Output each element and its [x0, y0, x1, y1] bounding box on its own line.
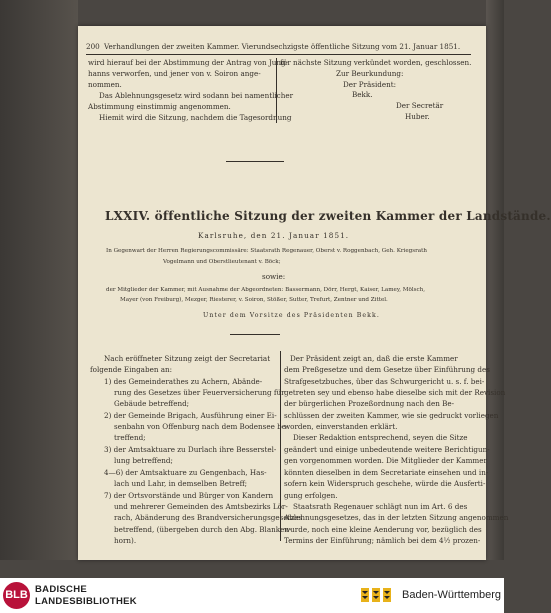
bottom-right-line: Ablehnungsgesetzes, das in der letzten Sitzung angenommen	[284, 513, 509, 522]
book-binding-left	[0, 0, 78, 560]
bottom-right-line: Staatsrath Regenauer schlägt nun im Art. 6 des	[293, 502, 468, 511]
top-right-line: Zur Beurkundung:	[336, 69, 404, 78]
top-left-line: wird hierauf bei der Abstimmung der Antrag von Jung-	[88, 58, 289, 67]
bottom-right-line: worden, einverstanden erklärt.	[284, 422, 398, 431]
bottom-right-line: gung erfolgen.	[284, 491, 338, 500]
bw-coat-of-arms-icon	[360, 585, 398, 605]
bottom-right-line: getreten sey und ebenso habe dieselbe sich mit der Revision	[284, 388, 506, 397]
blb-name-line1: BADISCHE	[35, 584, 88, 595]
top-left-line: Hiemit wird die Sitzung, nachdem die Tagesordnung	[99, 113, 292, 122]
bottom-left-line: lung betreffend;	[114, 456, 173, 465]
bottom-left-line: folgende Eingaben an:	[90, 365, 173, 374]
top-left-line: nommen.	[88, 80, 122, 89]
top-right-line: Der Präsident:	[343, 80, 397, 89]
bottom-left-line: 7) der Ortsvorstände und Bürger von Kandern	[104, 491, 274, 500]
bottom-right-line: könnten dieselben in dem Secretariate einsehen und in-	[284, 468, 489, 477]
bottom-right-line: wurde, noch eine kleine Aenderung vor, bezüglich des	[284, 525, 482, 534]
members-line: der Mitglieder der Kammer, mit Ausnahme der Abgeordneten: Bassermann, Dörr, Hergt, Kaiser, Lamey, Mölsch,	[106, 287, 426, 293]
session-title: LXXIV. öffentliche Sitzung der zweiten Kammer der Landstände.	[105, 209, 551, 223]
presidency-line: Unter dem Vorsitze des Präsidenten Bekk.	[203, 312, 380, 319]
top-right-line: Bekk.	[352, 90, 373, 99]
bottom-left-line: Nach eröffneter Sitzung zeigt der Secretariat	[104, 354, 271, 363]
sowie-label: sowie:	[262, 272, 286, 281]
bottom-left-line: und mehrerer Gemeinden des Amtsbezirks Lör-	[114, 502, 288, 511]
page-number: 200	[86, 42, 100, 51]
bottom-left-line: senbahn von Offenburg nach dem Bodensee be-	[114, 422, 289, 431]
bottom-right-line: der bürgerlichen Prozeßordnung nach den Be-	[284, 399, 455, 408]
book-edge-right	[486, 0, 504, 560]
top-right-line: Der Secretär	[396, 101, 444, 110]
attendance-line: In Gegenwart der Herren Regierungscommissäre: Staatsrath Regenauer, Oberst v. Roggenbach, Geh. Kriegsrath	[106, 248, 427, 254]
top-right-line: Huber.	[405, 112, 430, 121]
bottom-left-line: rung des Gesetzes über Feuerversicherung für	[114, 388, 285, 397]
header-rule	[86, 54, 471, 55]
section-separator	[226, 161, 284, 162]
top-left-line: Das Ablehnungsgesetz wird sodann bei namentlicher	[99, 91, 294, 100]
top-right-line: für nächste Sitzung verkündet worden, geschlossen.	[280, 58, 472, 67]
bottom-left-line: treffend;	[114, 433, 146, 442]
bottom-left-line: 1) des Gemeinderathes zu Achern, Abände-	[104, 377, 263, 386]
bottom-right-line: Dieser Redaktion entsprechend, seyen die Sitze	[293, 433, 468, 442]
bottom-left-line: horn).	[114, 536, 137, 545]
members-line: Mayer (von Freiburg), Mezger, Riesterer, v. Soiron, Stößer, Sutter, Trefurt, Zentner und Zittel.	[120, 297, 388, 303]
blb-logo-badge: BLB	[3, 582, 30, 609]
bottom-right-line: gen vorgenommen worden. Die Mitglieder der Kammer	[284, 456, 487, 465]
bottom-left-line: 4—6) der Amtsaktuare zu Gengenbach, Has-	[104, 468, 267, 477]
attendance-line: Vogelmann und Oberstlieutenant v. Böck;	[163, 259, 281, 265]
bottom-left-line: lach und Lahr, in demselben Betreff;	[114, 479, 248, 488]
bottom-right-line: geändert und einige unbedeutende weitere Berichtigun-	[284, 445, 490, 454]
bottom-left-line: Gebäude betreffend;	[114, 399, 190, 408]
bottom-right-line: Strafgesetzbuches, über das Schwurgericht u. s. f. bei-	[284, 377, 485, 386]
bottom-right-line: Der Präsident zeigt an, daß die erste Kammer	[290, 354, 458, 363]
bottom-right-line: dem Preßgesetze und dem Gesetze über Einführung des	[284, 365, 490, 374]
bottom-left-line: 3) der Amtsaktuare zu Durlach ihre Besserstel-	[104, 445, 277, 454]
running-title: Verhandlungen der zweiten Kammer. Vierundsechzigste öffentliche Sitzung vom 21. Januar 1851.	[104, 42, 461, 51]
bottom-right-line: Termins der Einführung; nämlich bei dem 4½ prozen-	[284, 536, 481, 545]
section-separator	[230, 334, 280, 335]
bottom-right-line: sofern kein Widerspruch geschehe, würde die Ausferti-	[284, 479, 486, 488]
bottom-right-line: schlüssen der zweiten Kammer, wie sie gedruckt vorliegen	[284, 411, 499, 420]
top-left-line: hanns verworfen, und jener von v. Soiron ange-	[88, 69, 261, 78]
blb-library-name	[35, 584, 137, 607]
top-left-line: Abstimmung einstimmig angenommen.	[88, 102, 231, 111]
blb-name-line2: LANDESBIBLIOTHEK	[35, 595, 137, 607]
footer-bar	[0, 578, 504, 613]
bottom-left-line: rach, Abänderung des Brandversicherungsgesetzes	[114, 513, 303, 522]
bottom-left-line: 2) der Gemeinde Brigach, Ausführung einer Ei-	[104, 411, 277, 420]
bottom-left-line: betreffend, (übergeben durch den Abg. Blanken-	[114, 525, 292, 534]
session-place-date: Karlsruhe, den 21. Januar 1851.	[198, 231, 350, 240]
bw-state-name: Baden-Württemberg	[402, 589, 502, 601]
